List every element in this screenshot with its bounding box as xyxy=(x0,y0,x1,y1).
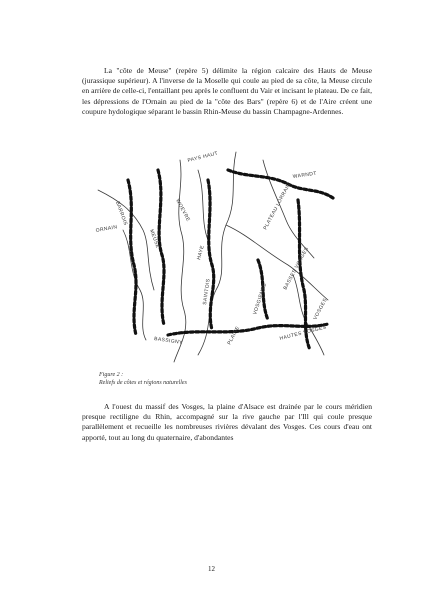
paragraph-cote-de-meuse: La "côte de Meuse" (repère 5) délimite la région calcaire des Hauts de Meuse (jurassique supérieur). A l'inverse de la Moselle qui coule au pied de sa côte, la Meuse circule en arrière de celle-ci, l'entaillant peu après le confluent du Vair et incisant le plateau. De ce fait, les dépressions de l'Ornain au pied de la "côte des Bars" (repère 6) et de l'Aire créent une coupure hydologique séparant le bassin Rhin-Meuse du bassin Champagne-Ardennes. xyxy=(82,66,372,116)
relief-map xyxy=(88,140,350,368)
paragraph-vosges-alsace: A l'ouest du massif des Vosges, la plaine d'Alsace est drainée par le cours méridien presque rectiligne du Rhin, accompagné sur la rive gauche par l'Ill qui coule presque parallèlement et recueille les nombreuses rivières dévalant des Vosges. Ces cours d'eau ont apporté, tout au long du quaternaire, d'abondantes xyxy=(82,402,372,442)
label-ornain: ORNAIN xyxy=(95,224,118,234)
cote-bars xyxy=(128,180,136,335)
label-bassigny: BASSIGNY xyxy=(153,336,184,346)
label-plaine: PLAINE xyxy=(226,325,242,346)
river-meurthe xyxy=(226,225,328,300)
label-meuse: MEUSE xyxy=(148,228,161,250)
label-plateau-lorrain: PLATEAU LORRAIN xyxy=(262,182,293,231)
label-basses-vosges: BASSES VOSGES xyxy=(282,245,311,291)
caption-text: Reliefs de côtes et régions naturelles xyxy=(99,380,187,386)
label-vosges: VOSGES xyxy=(312,297,329,321)
label-barrois: BARROIS xyxy=(114,200,129,227)
river-west xyxy=(98,190,154,290)
label-warndt: WARNDT xyxy=(292,170,318,180)
label-hautes-vosges: HAUTES VOSGES xyxy=(279,324,328,342)
cote-moselle xyxy=(208,180,214,330)
figure-caption xyxy=(99,371,187,387)
caption-title: Figure 2 : xyxy=(99,372,124,378)
label-vosgienne: VOSGIENNE xyxy=(252,282,269,316)
label-pays-haut: PAYS HAUT xyxy=(187,150,219,164)
label-saintois: SAINTOIS xyxy=(202,278,212,306)
page-number: 12 xyxy=(208,565,215,573)
label-woevre: WOEVRE xyxy=(174,198,192,223)
label-haye: HAYE xyxy=(196,244,206,261)
relief-map-figure xyxy=(88,140,350,368)
